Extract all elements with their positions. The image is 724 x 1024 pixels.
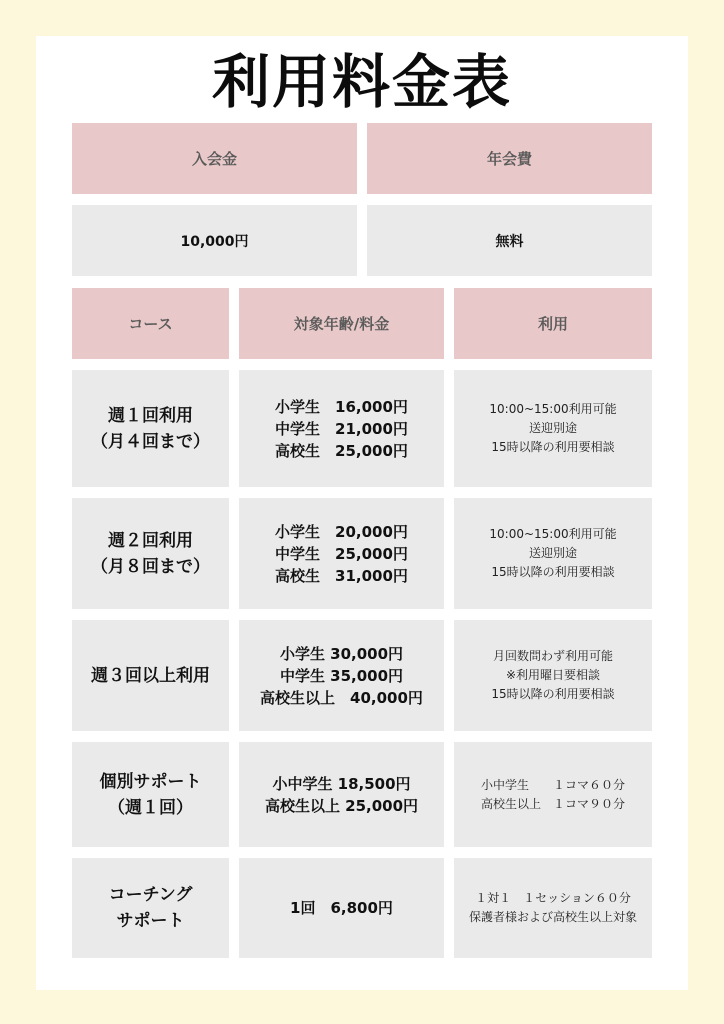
- price-line: 高校生以上 40,000円: [260, 688, 423, 707]
- usage-cell: [454, 620, 652, 731]
- value-enrollment-fee: 10,000円: [72, 205, 357, 276]
- price-line: 1回 6,800円: [290, 899, 393, 917]
- price-line: 小中学生 18,500円: [272, 774, 411, 793]
- usage-line: 送迎別途: [528, 546, 577, 560]
- usage-line: 保護者様および高校生以上対象: [468, 910, 637, 924]
- header-annual-fee: 年会費: [367, 123, 652, 194]
- course-note: （週１回）: [108, 797, 193, 818]
- course-name: 週２回利用: [108, 530, 193, 551]
- usage-line: 高校生以上 １コマ９０分: [480, 796, 625, 811]
- course-cell: [72, 742, 229, 847]
- price-line: 高校生以上 25,000円: [264, 796, 419, 815]
- usage-line: 15時以降の利用要相談: [491, 687, 615, 701]
- usage-line: 月回数問わず利用可能: [492, 649, 613, 663]
- price-cell: [239, 742, 444, 847]
- price-line: 中学生 25,000円: [275, 544, 408, 563]
- price-cell: [239, 370, 444, 487]
- course-note: （月８回まで）: [91, 556, 210, 577]
- usage-cell: [454, 742, 652, 847]
- page-title: 利用料金表: [211, 48, 512, 116]
- usage-cell: [454, 498, 652, 609]
- usage-line: 小中学生 １コマ６０分: [480, 777, 625, 792]
- course-name: 週１回利用: [108, 405, 193, 426]
- course-cell: [72, 370, 229, 487]
- price-line: 小学生 20,000円: [275, 522, 408, 541]
- header-usage: 利用: [454, 288, 652, 359]
- price-cell: [239, 858, 444, 958]
- value-annual-fee: 無料: [367, 205, 652, 276]
- course-cell: [72, 858, 229, 958]
- usage-cell: [454, 858, 652, 958]
- usage-line: ※利用曜日要相談: [505, 668, 601, 682]
- header-course: コース: [72, 288, 229, 359]
- usage-line: 15時以降の利用要相談: [491, 440, 615, 454]
- course-name: 週３回以上利用: [91, 665, 210, 686]
- usage-line: 15時以降の利用要相談: [491, 565, 615, 579]
- price-line: 高校生 31,000円: [275, 566, 408, 585]
- usage-cell: [454, 370, 652, 487]
- usage-line: 10:00~15:00利用可能: [489, 527, 617, 541]
- course-note: サポート: [116, 911, 185, 931]
- price-line: 小学生 30,000円: [279, 644, 404, 663]
- usage-line: １対１ １セッション６０分: [475, 891, 631, 905]
- header-enrollment-fee: 入会金: [72, 123, 357, 194]
- price-cell: [239, 620, 444, 731]
- course-name: 個別サポート: [99, 771, 202, 792]
- course-note: （月４回まで）: [91, 431, 210, 452]
- price-line: 中学生 35,000円: [279, 666, 404, 685]
- course-cell: [72, 620, 229, 731]
- usage-line: 10:00~15:00利用可能: [489, 402, 617, 416]
- price-line: 小学生 16,000円: [275, 397, 408, 416]
- price-line: 高校生 25,000円: [275, 441, 408, 460]
- course-cell: [72, 498, 229, 609]
- header-age-price: 対象年齢/料金: [239, 288, 444, 359]
- course-name: コーチング: [108, 885, 193, 905]
- price-cell: [239, 498, 444, 609]
- usage-line: 送迎別途: [528, 421, 577, 435]
- price-line: 中学生 21,000円: [275, 419, 408, 438]
